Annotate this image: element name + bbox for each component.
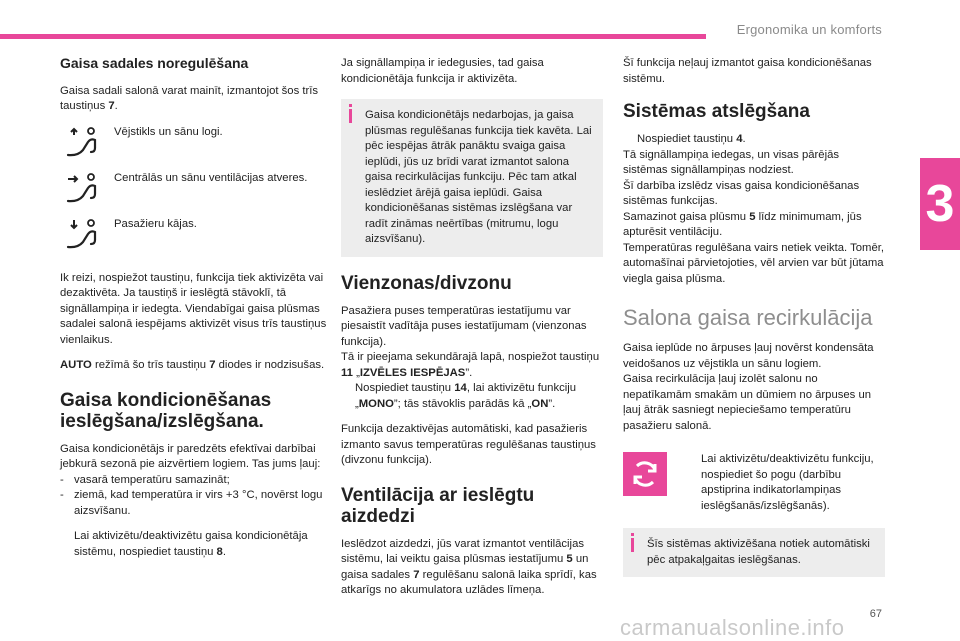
section-title: Ergonomika un komforts xyxy=(736,22,882,37)
paragraph-top: Šī funkcija neļauj izmantot gaisa kondicionēšanas sistēmu. xyxy=(623,57,872,85)
distribution-row-central xyxy=(60,171,330,205)
recirculation-button[interactable] xyxy=(623,452,667,496)
distribution-row-windscreen xyxy=(60,125,330,159)
heading-recirculation: Salona gaisa recirkulācija xyxy=(623,305,873,330)
paragraph-off-end: Temperatūras regulēšana vairs netiek veikta. Tomēr, automašīnai pārvietojoties, vēl arvien var būt jūtama viegla gaisa plūsma. xyxy=(623,241,885,285)
bullet-system-off: Nospiediet taustiņu 4. xyxy=(623,132,885,148)
paragraph-auto: AUTO režīmā šo trīs taustiņu 7 diodes ir nodzisušas. xyxy=(60,359,325,371)
distribution-row-footwell xyxy=(60,217,330,251)
heading-ac-on-off: Gaisa kondicionēšanas ieslēgšana/izslēgšana. xyxy=(60,389,272,432)
recirculation-row xyxy=(623,452,885,514)
bullet-recirculation: Lai aktivizētu/deaktivizētu funkciju, nospiediet šo pogu (darbību apstiprina indikatorlampiņas ieslēgšanās/izslēgšanās). xyxy=(687,452,885,514)
bullet-mono: Nospiediet taustiņu 14, lai aktivizētu funkciju „MONO”; tās stāvoklis parādās kā „ON”. xyxy=(341,381,603,412)
chapter-tab xyxy=(920,158,960,250)
page-number: 67 xyxy=(869,608,882,620)
heading-zone: Vienzonas/divzonu xyxy=(341,272,512,294)
list-item: - vasarā temperatūru samazināt; xyxy=(60,473,230,486)
info-icon xyxy=(349,109,352,123)
paragraph-zone-options: Tā ir pieejama sekundārajā lapā, nospiežot taustiņu 11 „IZVĒLES IESPĒJAS”. xyxy=(341,351,600,379)
central-side-vents-icon xyxy=(64,171,104,205)
paragraph-off-lamp: Tā signāllampiņa iedegas, un visas pārējās sistēmas signāllampiņas nodziest. xyxy=(623,148,840,176)
paragraph-toggle: Ik reizi, nospiežot taustiņu, funkcija tiek aktivizēta vai dezaktivēta. Ja taustiņš ir ieslēgtā stāvoklī, tā signāllampiņa ir iedegta. Viendabīgai gaisa plūsmas sadalei salonā iespējams aktivizēt visus trīs taustiņus vienlaikus. xyxy=(60,271,327,346)
column-2 xyxy=(341,50,603,599)
heading-ventilation: Ventilācija ar ieslēgtu aizdedzi xyxy=(341,484,535,527)
bullet-ac-toggle: Lai aktivizētu/deaktivizētu gaisa kondicionētāja sistēmu, nospiediet taustiņu 8. xyxy=(60,529,330,560)
bullet-arrow-icon xyxy=(687,452,701,514)
info-icon xyxy=(631,538,634,552)
column-3 xyxy=(623,50,885,577)
info-note-text: Gaisa kondicionētājs nedarbojas, ja gaisa plūsmas regulēšanas funkcija tiek kavēta. Lai pēc iespējas ātrāk panāktu svaiga gaisa ieplūdi, jūs uz brīdi varat izmantot salona gaisa recirkulācijas funkciju. Pēc tam atkal ieslēdziet ārējā gaisa ieplūdi. Gaisa kondicionēšanas sistēmas izslēgšana var radīt zināmas neērtības (mitrumu, logu aizsvīšanu). xyxy=(365,109,592,245)
bullet-arrow-icon xyxy=(60,529,74,560)
paragraph-lamp: Ja signāllampiņa ir iedegusies, tad gaisa kondicionētāja funkcija ir aktivizēta. xyxy=(341,57,544,85)
windscreen-side-vents-icon xyxy=(64,125,104,159)
info-note xyxy=(341,99,603,257)
footwell-icon xyxy=(64,217,104,251)
distribution-label-footwell: Pasažieru kājas. xyxy=(114,217,197,230)
bullet-arrow-icon xyxy=(341,381,355,412)
heading-air-distribution: Gaisa sadales noregulēšana xyxy=(60,55,249,71)
paragraph-intro: Gaisa sadali salonā varat mainīt, izmantojot šos trīs taustiņus 7. xyxy=(60,84,319,112)
info-note-reverse xyxy=(623,528,885,577)
paragraph-off-min: Samazinot gaisa plūsmu 5 līdz minimumam, jūs apturēsit ventilāciju. xyxy=(623,210,862,238)
header-accent-bar xyxy=(0,34,706,39)
heading-system-off: Sistēmas atslēgšana xyxy=(623,101,810,122)
recirculation-icon xyxy=(625,454,665,494)
paragraph-zone-off: Funkcija dezaktivējas automātiski, kad pasažieris izmanto savus temperatūras regulēšanas taustiņus (divzonu funkcija). xyxy=(341,423,596,466)
paragraph-ventilation: Ieslēdzot aizdedzi, jūs varat izmantot ventilācijas sistēmu, lai veiktu gaisa plūsmas iestatījumu 5 un gaisa sadales 7 regulēšanu salonā laika sprīdī, kas atkarīgs no akumulatora uzlādes līmeņa. xyxy=(341,537,597,596)
paragraph-recirculation-2: Gaisa recirkulācija ļauj izolēt salonu no nepatīkamām smakām un dūmiem no ārpuses un ļauj ātrāk sasniegt nepieciešamo temperatūru pasažieru salonā. xyxy=(623,373,872,432)
distribution-label-windscreen: Vējstikls un sānu logi. xyxy=(114,125,223,138)
info-note-reverse-text: Šīs sistēmas aktivizēšana notiek automātiski pēc atpakaļgaitas ieslēgšanas. xyxy=(647,538,870,566)
paragraph-recirculation: Gaisa ieplūde no ārpuses ļauj novērst kondensāta veidošanos uz vējstikla un sānu logiem. xyxy=(623,342,874,370)
paragraph-zone: Pasažiera puses temperatūras iestatījumu var piesaistīt vadītāja puses iestatījumam (vienzonas funkcija). xyxy=(341,304,587,348)
chapter-number: 3 xyxy=(925,175,955,233)
column-1 xyxy=(60,50,330,560)
bullet-arrow-icon xyxy=(623,132,637,148)
paragraph-ac: Gaisa kondicionētājs ir paredzēts efektīvai darbībai jebkurā sezonā pie aizvērtiem logiem. Tas jums ļauj: xyxy=(60,442,321,470)
paragraph-off-all: Šī darbība izslēdz visas gaisa kondicionēšanas sistēmas funkcijas. xyxy=(623,179,860,207)
distribution-label-central: Centrālās un sānu ventilācijas atveres. xyxy=(114,171,308,184)
watermark: carmanualsonline.info xyxy=(620,615,845,640)
list-item: - ziemā, kad temperatūra ir virs +3 °C, novērst logu aizsvīšanu. xyxy=(60,489,323,517)
